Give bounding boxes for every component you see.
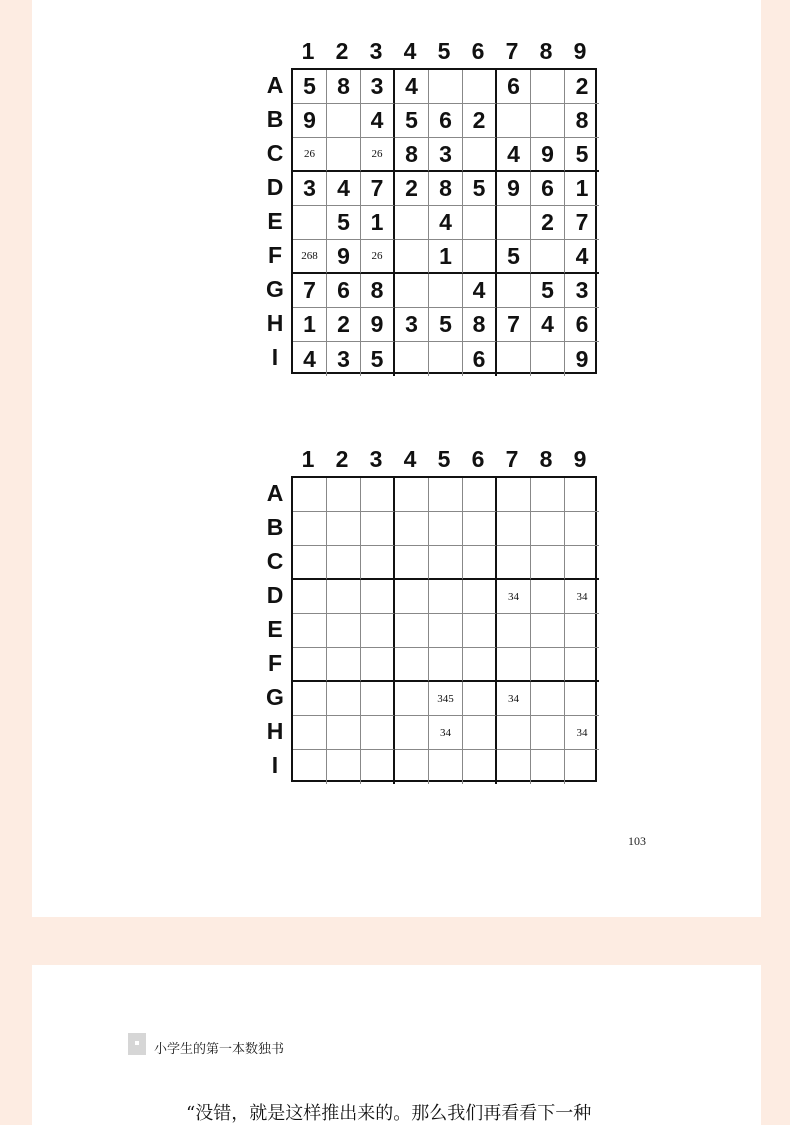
sudoku-cell: [429, 478, 463, 512]
sudoku-cell: [463, 138, 497, 172]
sudoku-cell: [361, 614, 395, 648]
sudoku-cell: [293, 546, 327, 580]
sudoku-cell: [531, 580, 565, 614]
column-label: 6: [471, 445, 485, 472]
sudoku-cell: [531, 512, 565, 546]
sudoku-cell: [463, 478, 497, 512]
sudoku-cell: [293, 512, 327, 546]
sudoku-cell: [361, 512, 395, 546]
sudoku-cell: [497, 648, 531, 682]
sudoku-cell: 5: [565, 138, 599, 172]
row-label: A: [266, 71, 284, 98]
sudoku-cell: 2: [395, 172, 429, 206]
sudoku-cell: [429, 274, 463, 308]
sudoku-cell: 5: [463, 172, 497, 206]
book-page-next: [32, 965, 761, 1125]
sudoku-cell: 4: [531, 308, 565, 342]
sudoku-cell: 1: [565, 172, 599, 206]
column-label: 3: [369, 37, 383, 64]
column-label: 2: [335, 445, 349, 472]
sudoku-cell: 8: [463, 308, 497, 342]
sudoku-cell: [361, 580, 395, 614]
row-labels: [261, 476, 289, 782]
column-label: 5: [437, 445, 451, 472]
sudoku-grid: [291, 68, 597, 374]
sudoku-cell: [395, 750, 429, 784]
sudoku-cell: [395, 648, 429, 682]
sudoku-cell: [327, 682, 361, 716]
row-labels: [261, 68, 289, 374]
sudoku-cell: 26: [293, 138, 327, 172]
sudoku-cell: 6: [429, 104, 463, 138]
sudoku-cell: [429, 512, 463, 546]
sudoku-cell: [327, 580, 361, 614]
sudoku-cell: [429, 546, 463, 580]
sudoku-cell: [293, 206, 327, 240]
sudoku-cell: 9: [327, 240, 361, 274]
sudoku-cell: 2: [463, 104, 497, 138]
column-label: 6: [471, 37, 485, 64]
sudoku-cell: [327, 546, 361, 580]
sudoku-cell: [531, 614, 565, 648]
sudoku-cell: [497, 274, 531, 308]
sudoku-cell: [395, 614, 429, 648]
column-label: 2: [335, 37, 349, 64]
row-label: E: [267, 615, 283, 642]
sudoku-cell: 9: [531, 138, 565, 172]
sudoku-cell: 4: [395, 70, 429, 104]
sudoku-cell: 3: [395, 308, 429, 342]
row-label: G: [266, 683, 284, 710]
sudoku-cell: 34: [565, 716, 599, 750]
sudoku-cell: [361, 750, 395, 784]
sudoku-cell: 1: [361, 206, 395, 240]
row-label: B: [266, 513, 284, 540]
sudoku-cell: [531, 240, 565, 274]
sudoku-cell: [395, 546, 429, 580]
column-label: 1: [301, 445, 315, 472]
sudoku-cell: [531, 750, 565, 784]
sudoku-cell: [293, 478, 327, 512]
sudoku-cell: 9: [575, 345, 589, 372]
sudoku-cell: 9: [361, 308, 395, 342]
sudoku-cell: 7: [361, 172, 395, 206]
sudoku-cell: 5: [429, 308, 463, 342]
column-label: 3: [369, 445, 383, 472]
sudoku-cell: [327, 614, 361, 648]
sudoku-cell: [565, 682, 599, 716]
sudoku-cell: 34: [565, 580, 599, 614]
sudoku-cell: [497, 342, 531, 376]
sudoku-cell: [463, 240, 497, 274]
sudoku-cell: [463, 750, 497, 784]
sudoku-cell: [497, 206, 531, 240]
sudoku-cell: [497, 478, 531, 512]
sudoku-cell: [395, 580, 429, 614]
column-label: 9: [573, 37, 587, 64]
sudoku-cell: [395, 274, 429, 308]
sudoku-cell: [395, 240, 429, 274]
sudoku-cell: 2: [531, 206, 565, 240]
sudoku-cell: [463, 546, 497, 580]
sudoku-cell: [463, 580, 497, 614]
sudoku-cell: [497, 614, 531, 648]
row-label: F: [267, 649, 283, 676]
sudoku-cell: [463, 682, 497, 716]
sudoku-cell: 4: [293, 342, 327, 376]
sudoku-cell: 7: [293, 274, 327, 308]
sudoku-cell: [293, 750, 327, 784]
sudoku-cell: 6: [463, 342, 497, 376]
sudoku-cell: [429, 342, 463, 376]
sudoku-cell: 4: [429, 206, 463, 240]
sudoku-cell: 6: [327, 274, 361, 308]
sudoku-cell: [463, 512, 497, 546]
sudoku-cell: [497, 512, 531, 546]
sudoku-cell: [497, 750, 531, 784]
sudoku-cell: [395, 206, 429, 240]
sudoku-cell: [531, 546, 565, 580]
header-marker-icon: [128, 1033, 146, 1055]
sudoku-cell: [395, 478, 429, 512]
sudoku-cell: [497, 716, 531, 750]
sudoku-cell: [429, 750, 463, 784]
sudoku-cell: [327, 138, 361, 172]
sudoku-cell: 8: [327, 70, 361, 104]
sudoku-cell: 3: [361, 70, 395, 104]
sudoku-cell: 4: [327, 172, 361, 206]
sudoku-cell: 6: [565, 308, 599, 342]
sudoku-cell: 5: [395, 104, 429, 138]
sudoku-cell: [395, 512, 429, 546]
sudoku-cell: [327, 716, 361, 750]
sudoku-cell: 34: [497, 682, 531, 716]
sudoku-cell: 6: [531, 172, 565, 206]
sudoku-cell: 5: [361, 342, 395, 376]
sudoku-cell: [327, 750, 361, 784]
sudoku-cell: [395, 682, 429, 716]
book-page-103: [32, 0, 761, 917]
sudoku-cell: 5: [293, 70, 327, 104]
sudoku-cell: [463, 206, 497, 240]
sudoku-cell: 2: [327, 308, 361, 342]
sudoku-cell: [293, 682, 327, 716]
sudoku-cell: 4: [497, 138, 531, 172]
column-label: 8: [539, 37, 553, 64]
page-number: 103: [628, 834, 646, 848]
sudoku-cell: 26: [361, 240, 395, 274]
sudoku-cell: [327, 512, 361, 546]
column-label: 7: [505, 37, 519, 64]
column-label: 7: [505, 445, 519, 472]
sudoku-cell: [361, 716, 395, 750]
row-label: C: [266, 547, 284, 574]
sudoku-cell: 7: [565, 206, 599, 240]
row-label: H: [266, 309, 284, 336]
sudoku-cell: [531, 478, 565, 512]
sudoku-cell: [531, 648, 565, 682]
sudoku-cell: 5: [497, 240, 531, 274]
sudoku-cell: [565, 750, 599, 784]
sudoku-cell: [361, 682, 395, 716]
sudoku-cell: [395, 342, 429, 376]
sudoku-cell: 8: [429, 172, 463, 206]
sudoku-cell: [429, 70, 463, 104]
sudoku-cell: 5: [531, 274, 565, 308]
sudoku-cell: [361, 648, 395, 682]
sudoku-cell: [463, 70, 497, 104]
sudoku-cell: 268: [293, 240, 327, 274]
sudoku-cell: 8: [565, 104, 599, 138]
sudoku-cell: 3: [327, 342, 361, 376]
row-label: C: [266, 139, 284, 166]
sudoku-cell: [293, 580, 327, 614]
header-marker-dot: [135, 1041, 139, 1045]
sudoku-cell: [327, 648, 361, 682]
sudoku-cell: 9: [497, 172, 531, 206]
sudoku-cell: 8: [395, 138, 429, 172]
sudoku-cell: [565, 648, 599, 682]
sudoku-cell: [531, 342, 565, 376]
sudoku-cell: 5: [327, 206, 361, 240]
sudoku-cell: 7: [497, 308, 531, 342]
sudoku-cell: 3: [565, 274, 599, 308]
sudoku-cell: [361, 478, 395, 512]
sudoku-cell: 1: [293, 308, 327, 342]
sudoku-cell: 3: [293, 172, 327, 206]
row-label: G: [266, 275, 284, 302]
sudoku-cell: [429, 648, 463, 682]
column-label: 4: [403, 445, 417, 472]
sudoku-cell: 4: [463, 274, 497, 308]
column-label: 9: [573, 445, 587, 472]
sudoku-cell: [429, 580, 463, 614]
row-label: D: [266, 581, 284, 608]
sudoku-cell: [565, 614, 599, 648]
sudoku-cell: [327, 478, 361, 512]
row-label: B: [266, 105, 284, 132]
sudoku-cell: [531, 716, 565, 750]
book-title: 小学生的第一本数独书: [154, 1042, 285, 1057]
sudoku-cell: [327, 104, 361, 138]
sudoku-cell: 2: [565, 70, 599, 104]
row-label: I: [271, 343, 279, 370]
row-label: A: [266, 479, 284, 506]
column-labels: [291, 34, 597, 68]
row-label: D: [266, 173, 284, 200]
sudoku-cell: [497, 104, 531, 138]
column-label: 1: [301, 37, 315, 64]
sudoku-cell: [531, 104, 565, 138]
sudoku-cell: [293, 648, 327, 682]
sudoku-cell: [463, 648, 497, 682]
sudoku-cell: 6: [497, 70, 531, 104]
sudoku-cell: 345: [429, 682, 463, 716]
sudoku-cell: [463, 614, 497, 648]
sudoku-cell: 34: [497, 580, 531, 614]
column-label: 4: [403, 37, 417, 64]
sudoku-cell: 4: [565, 240, 599, 274]
column-label: 8: [539, 445, 553, 472]
sudoku-cell: [293, 614, 327, 648]
row-label: E: [267, 207, 283, 234]
sudoku-cell: [531, 682, 565, 716]
sudoku-cell: [497, 546, 531, 580]
row-label: H: [266, 717, 284, 744]
sudoku-cell: 4: [361, 104, 395, 138]
sudoku-cell: [429, 614, 463, 648]
sudoku-cell: [531, 70, 565, 104]
sudoku-cell: 3: [429, 138, 463, 172]
sudoku-cell: 9: [293, 104, 327, 138]
sudoku-grid: [291, 476, 597, 782]
sudoku-cell: [293, 716, 327, 750]
sudoku-cell: 8: [361, 274, 395, 308]
sudoku-cell: 26: [361, 138, 395, 172]
sudoku-cell: [565, 546, 599, 580]
sudoku-cell: [565, 478, 599, 512]
column-label: 5: [437, 37, 451, 64]
sudoku-cell: 34: [429, 716, 463, 750]
body-text-line: “没错，就是这样推出来的。那么我们再看看下一种: [186, 1103, 592, 1124]
sudoku-cell: [463, 716, 497, 750]
sudoku-cell: [361, 546, 395, 580]
sudoku-cell: 1: [429, 240, 463, 274]
row-label: F: [267, 241, 283, 268]
sudoku-cell: [565, 512, 599, 546]
row-label: I: [271, 751, 279, 778]
sudoku-cell: [395, 716, 429, 750]
column-labels: [291, 442, 597, 476]
